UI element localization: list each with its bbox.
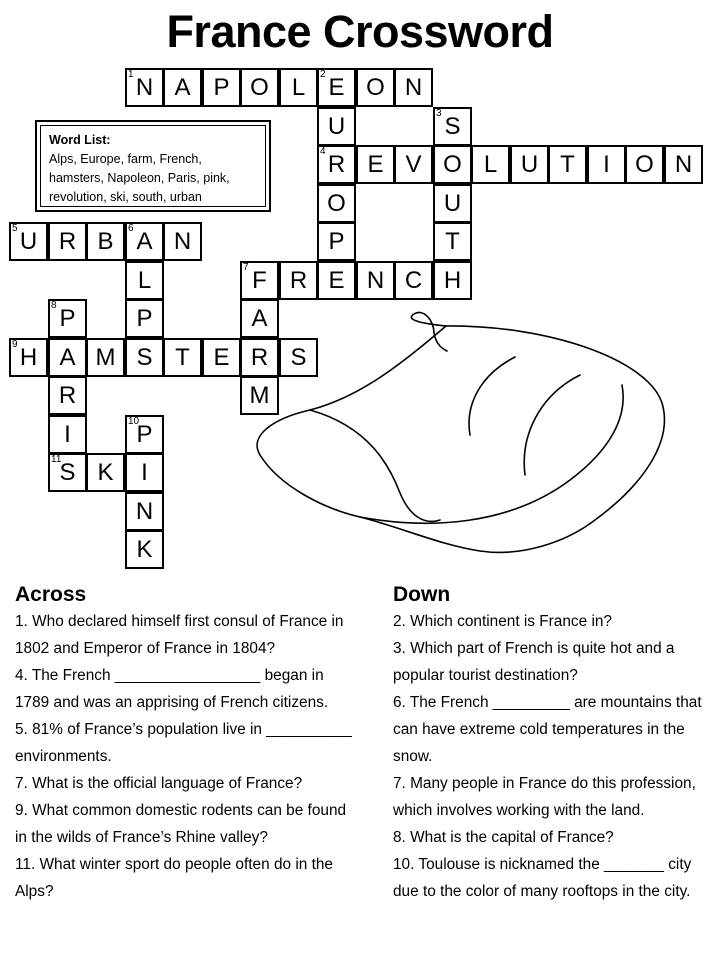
- cell-letter: O: [635, 151, 654, 178]
- crossword-cell: [433, 145, 472, 184]
- word-list-title: Word List:: [49, 133, 111, 147]
- cell-letter: T: [560, 151, 575, 178]
- across-heading: Across: [15, 583, 87, 606]
- cell-letter: R: [250, 344, 269, 371]
- crossword-cell: [317, 68, 356, 107]
- cell-letter: I: [64, 421, 71, 448]
- beret-icon: [250, 305, 680, 565]
- cell-letter: T: [175, 344, 190, 371]
- clue-number: 6: [128, 223, 134, 234]
- cell-letter: A: [59, 344, 76, 371]
- crossword-cell: [317, 107, 356, 146]
- cell-letter: P: [136, 421, 153, 448]
- cell-letter: L: [291, 74, 306, 101]
- crossword-cell: [240, 68, 279, 107]
- cell-letter: S: [136, 344, 153, 371]
- cell-letter: U: [327, 113, 346, 140]
- crossword-cell: [433, 222, 472, 261]
- cell-letter: M: [249, 382, 270, 409]
- cell-letter: L: [483, 151, 498, 178]
- across-clue: 9. What common domestic rodents can be found in the wilds of France’s Rhine valley?: [15, 802, 347, 846]
- cell-letter: H: [443, 267, 462, 294]
- cell-letter: N: [404, 74, 423, 101]
- crossword-cell: [9, 222, 48, 261]
- cell-letter: A: [174, 74, 191, 101]
- crossword-cell: [394, 261, 433, 300]
- crossword-cell: [202, 68, 241, 107]
- down-clue: 6. The French _________ are mountains that can have extreme cold temperatures in the snow.: [393, 694, 702, 765]
- crossword-cell: [125, 415, 164, 454]
- across-clues: [15, 582, 360, 905]
- cell-letter: S: [444, 113, 461, 140]
- crossword-cell: [356, 68, 395, 107]
- crossword-cell: [317, 261, 356, 300]
- crossword-cell: [125, 299, 164, 338]
- clue-number: 11: [51, 454, 62, 465]
- down-clues: [393, 582, 715, 905]
- cell-letter: K: [97, 459, 114, 486]
- cell-letter: E: [328, 267, 345, 294]
- across-clue: 1. Who declared himself first consul of France in 1802 and Emperor of France in 1804?: [15, 613, 344, 657]
- crossword-cell: [279, 261, 318, 300]
- crossword-cell: [86, 222, 125, 261]
- crossword-cell: [317, 145, 356, 184]
- crossword-cell: [471, 145, 510, 184]
- cell-letter: L: [137, 267, 152, 294]
- cell-letter: T: [445, 228, 460, 255]
- cell-letter: A: [251, 305, 268, 332]
- cell-letter: N: [173, 228, 192, 255]
- page-title: France Crossword: [166, 6, 554, 57]
- cell-letter: H: [19, 344, 38, 371]
- clue-number: 3: [436, 108, 442, 119]
- crossword-cell: [48, 299, 87, 338]
- cell-letter: F: [252, 267, 267, 294]
- cell-letter: V: [405, 151, 422, 178]
- clue-number: 1: [128, 69, 134, 80]
- down-heading: Down: [393, 583, 451, 606]
- crossword-cell: [202, 338, 241, 377]
- clue-number: 10: [128, 416, 140, 427]
- crossword-cell: [510, 145, 549, 184]
- across-clue: 7. What is the official language of France?: [15, 775, 303, 792]
- crossword-cell: [433, 261, 472, 300]
- clue-number: 4: [320, 146, 326, 157]
- cell-letter: A: [136, 228, 153, 255]
- cell-letter: I: [603, 151, 610, 178]
- down-clue: 8. What is the capital of France?: [393, 829, 614, 846]
- crossword-cell: [125, 338, 164, 377]
- clue-number: 5: [12, 223, 18, 234]
- crossword-cell: [664, 145, 703, 184]
- cell-letter: U: [19, 228, 38, 255]
- crossword-cell: [86, 338, 125, 377]
- cell-letter: R: [58, 382, 77, 409]
- crossword-cell: [9, 338, 48, 377]
- cell-letter: E: [367, 151, 384, 178]
- crossword-cell: [394, 145, 433, 184]
- crossword-cell: [163, 338, 202, 377]
- clue-number: 8: [51, 300, 57, 311]
- down-clue: 7. Many people in France do this profession, which involves working with the land.: [393, 775, 696, 819]
- cell-letter: M: [95, 344, 116, 371]
- across-clue: 4. The French _________________ began in 1789 and was an apprising of French citizens.: [15, 667, 329, 711]
- crossword-cell: [394, 68, 433, 107]
- crossword-cell: [240, 261, 279, 300]
- across-clue: 5. 81% of France’s population live in __________ environments.: [15, 721, 352, 765]
- cell-letter: P: [328, 228, 345, 255]
- crossword-cell: [86, 453, 125, 492]
- crossword-cell: [125, 530, 164, 569]
- crossword-cell: [548, 145, 587, 184]
- cell-letter: N: [366, 267, 385, 294]
- cell-letter: N: [135, 74, 154, 101]
- cell-letter: R: [327, 151, 346, 178]
- crossword-cell: [433, 184, 472, 223]
- crossword-cell: [279, 68, 318, 107]
- crossword-cell: [125, 261, 164, 300]
- down-clue: 2. Which continent is France in?: [393, 613, 612, 630]
- cell-letter: C: [404, 267, 423, 294]
- crossword-cell: [125, 453, 164, 492]
- crossword-cell: [48, 376, 87, 415]
- clue-number: 2: [320, 69, 326, 80]
- crossword-cell: [125, 492, 164, 531]
- cell-letter: P: [213, 74, 230, 101]
- cell-letter: O: [366, 74, 385, 101]
- down-clue: 10. Toulouse is nicknamed the _______ city due to the color of many rooftops in the city.: [393, 856, 692, 900]
- crossword-cell: [625, 145, 664, 184]
- crossword-cell: [48, 338, 87, 377]
- crossword-cell: [433, 107, 472, 146]
- crossword-cell: [48, 415, 87, 454]
- crossword-cell: [125, 222, 164, 261]
- cell-letter: U: [443, 190, 462, 217]
- cell-letter: U: [520, 151, 539, 178]
- crossword-cell: [48, 222, 87, 261]
- cell-letter: K: [136, 536, 153, 563]
- crossword-cell: [163, 68, 202, 107]
- cell-letter: R: [289, 267, 308, 294]
- cell-letter: R: [58, 228, 77, 255]
- cell-letter: P: [136, 305, 153, 332]
- crossword-cell: [317, 222, 356, 261]
- crossword-cell: [356, 261, 395, 300]
- crossword-cell: [163, 222, 202, 261]
- cell-letter: E: [328, 74, 345, 101]
- cell-letter: B: [97, 228, 114, 255]
- cell-letter: P: [59, 305, 76, 332]
- crossword-cell: [125, 68, 164, 107]
- across-clue: 11. What winter sport do people often do in the Alps?: [15, 856, 333, 900]
- down-clue: 3. Which part of French is quite hot and a popular tourist destination?: [393, 640, 675, 684]
- cell-letter: E: [213, 344, 230, 371]
- crossword-cell: [48, 453, 87, 492]
- cell-letter: I: [141, 459, 148, 486]
- cell-letter: S: [290, 344, 307, 371]
- cell-letter: O: [250, 74, 269, 101]
- cell-letter: O: [443, 151, 462, 178]
- crossword-cell: [587, 145, 626, 184]
- cell-letter: N: [135, 498, 154, 525]
- cell-letter: N: [674, 151, 693, 178]
- crossword-cell: [317, 184, 356, 223]
- crossword-cell: [356, 145, 395, 184]
- word-list-words: Alps, Europe, farm, French, hamsters, Napoleon, Paris, pink, revolution, ski, south, urban: [49, 152, 230, 204]
- clue-number: 7: [243, 262, 249, 273]
- word-list-box: [35, 120, 271, 212]
- cell-letter: O: [327, 190, 346, 217]
- cell-letter: S: [59, 459, 76, 486]
- clue-number: 9: [12, 339, 18, 350]
